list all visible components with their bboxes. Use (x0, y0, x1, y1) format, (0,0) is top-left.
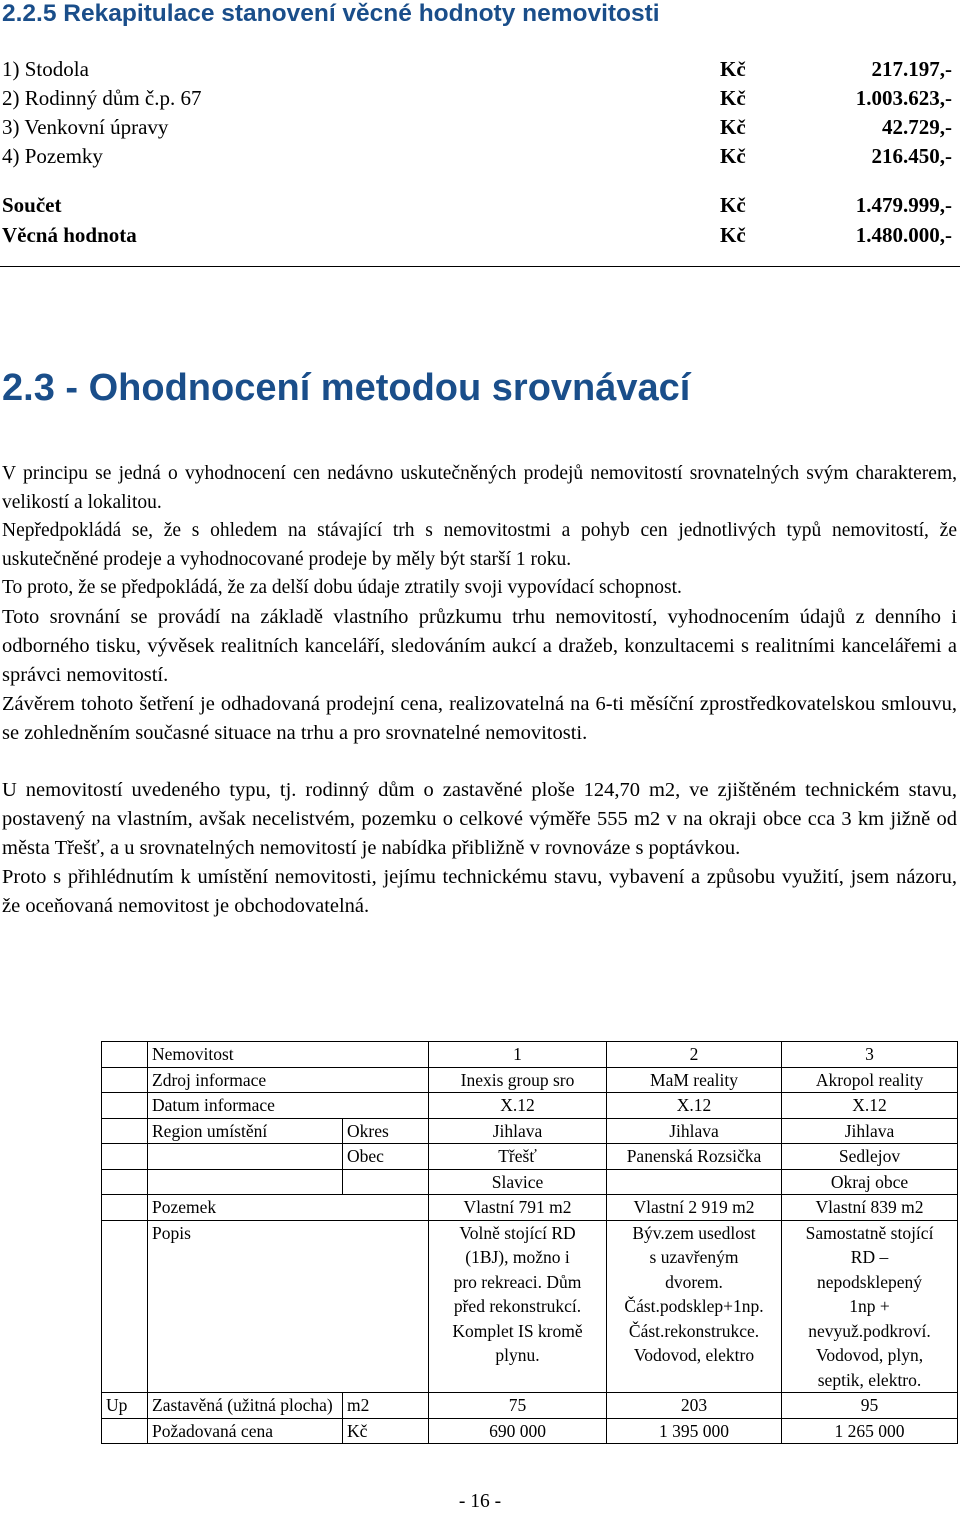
table-row (102, 1093, 958, 1119)
recap-label: 1) Stodola (2, 57, 89, 81)
text-line: plynu. (495, 1345, 540, 1365)
table-row (102, 1418, 958, 1444)
recap-value: 217.197,- (871, 57, 952, 81)
table-cell: X.12 (607, 1093, 782, 1119)
text-line: s uzavřeným (649, 1247, 739, 1267)
recap-row-total (2, 193, 952, 221)
table-cell: 2 (607, 1042, 782, 1068)
text-line: Volně stojící RD (459, 1222, 576, 1243)
paragraph: To proto, že se předpokládá, že za delší dobu údaje ztratily svoji vypovídací schopnost. (2, 577, 682, 598)
table-cell: Zdroj informace (148, 1067, 429, 1093)
section-title: 2.2.5 Rekapitulace stanovení věcné hodnoty nemovitosti (2, 0, 660, 27)
text-line: pro rekreaci. Dům (453, 1271, 582, 1292)
recap-row-land (2, 144, 952, 172)
table-cell: 1 265 000 (782, 1418, 958, 1444)
table-cell-description (429, 1220, 607, 1393)
recap-total-value: 1.479.999,- (855, 193, 952, 217)
recap-material-value: 1.480.000,- (855, 223, 952, 247)
table-cell: Okraj obce (782, 1169, 958, 1195)
table-cell: Okres (343, 1118, 429, 1144)
recap-value: 216.450,- (871, 144, 952, 168)
table-cell: Nemovitost (148, 1042, 429, 1068)
table-cell: Třešť (429, 1144, 607, 1170)
paragraph: Nepředpokládá se, že s ohledem na stávající trh s nemovitostmi a pohyb cen jednotlivých typů nemovitostí, že uskutečněné prodeje a vyhodnocované prodeje by měly být starší 1 roku. (2, 520, 957, 570)
comparison-table (101, 1041, 958, 1444)
text-line: Komplet IS kromě (452, 1320, 583, 1341)
table-cell: 203 (607, 1393, 782, 1419)
recap-row-outdoor (2, 115, 952, 143)
table-cell: Region umístění (148, 1118, 343, 1144)
table-cell: Sedlejov (782, 1144, 958, 1170)
recap-currency: Kč (720, 223, 746, 247)
page-number: - 16 - (458, 1491, 502, 1512)
table-cell: Popis (148, 1220, 429, 1393)
body-text (2, 460, 957, 921)
text-line: 1np + (849, 1296, 890, 1316)
paragraph: Toto srovnání se provádí na základě vlastního průzkumu trhu nemovitostí, vyhodnocením údajů z denního i odborného tisku, vývěsek realitních kanceláří, sledováním aukcí a dražeb, konzultacemi s realitními kancelářemi a správci nemovitostí. (2, 605, 957, 686)
paragraph: V principu se jedná o vyhodnocení cen nedávno uskutečněných prodejů nemovitostí srovnatelných svým charakterem, velikostí a lokalitou. (2, 463, 957, 513)
text-line: Samostatně stojící (805, 1222, 934, 1243)
table-cell: X.12 (782, 1093, 958, 1119)
text-line: Část.rekonstrukce. (628, 1320, 760, 1341)
table-row (102, 1195, 958, 1221)
recap-label: 4) Pozemky (2, 144, 103, 168)
table-row (102, 1393, 958, 1419)
text-line: (1BJ), možno i (465, 1247, 570, 1267)
table-cell: 1 (429, 1042, 607, 1068)
table-cell: Jihlava (429, 1118, 607, 1144)
recap-currency: Kč (720, 57, 746, 81)
table-row (102, 1220, 958, 1393)
table-cell: Vlastní 2 919 m2 (607, 1195, 782, 1221)
recap-label: 3) Venkovní úpravy (2, 115, 169, 139)
table-cell: Up (102, 1393, 148, 1419)
table-cell: Panenská Rozsička (607, 1144, 782, 1170)
table-row (102, 1169, 958, 1195)
table-cell: 75 (429, 1393, 607, 1419)
table-cell: Požadovaná cena (148, 1418, 343, 1444)
table-cell: Vlastní 791 m2 (429, 1195, 607, 1221)
recap-total-label: Součet (2, 193, 62, 217)
table-row (102, 1118, 958, 1144)
text-line: dvorem. (665, 1271, 723, 1292)
paragraph: Proto s přihlédnutím k umístění nemovitosti, jejímu technickému stavu, vybavení a způsobu využití, jsem názoru, že oceňovaná nemovitost je obchodovatelná. (2, 865, 957, 917)
table-cell: m2 (343, 1393, 429, 1419)
table-cell: Jihlava (782, 1118, 958, 1144)
paragraph: U nemovitostí uvedeného typu, tj. rodinný dům o zastavěné ploše 124,70 m2, ve zjištěném technickém stavu, postavený na vlastním, avšak necelistvém, pozemku o celkové výměře 555 m2 v na okraji obce cca 3 km jižně od města Třešť, a u srovnatelných nemovitostí je nabídka přibližně v rovnováze s poptávkou. (2, 778, 957, 859)
table-cell: Kč (343, 1418, 429, 1444)
table-cell: Jihlava (607, 1118, 782, 1144)
text-line: Část.podsklep+1np. (624, 1296, 764, 1316)
table-cell: MaM reality (607, 1067, 782, 1093)
table-cell: 3 (782, 1042, 958, 1068)
text-line: septik, elektro. (817, 1369, 922, 1390)
table-row (102, 1144, 958, 1170)
table-row (102, 1067, 958, 1093)
text-line: Vodovod, elektro (633, 1345, 755, 1365)
recap-label: 2) Rodinný dům č.p. 67 (2, 86, 202, 110)
table-row (102, 1042, 958, 1068)
table-cell: Obec (343, 1144, 429, 1170)
recap-currency: Kč (720, 115, 746, 139)
table-cell: Inexis group sro (429, 1067, 607, 1093)
recap-currency: Kč (720, 144, 746, 168)
text-line: Vodovod, plyn, (815, 1345, 924, 1365)
text-line: před rekonstrukcí. (453, 1296, 582, 1316)
recap-value-label: Věcná hodnota (2, 223, 137, 247)
text-line: nepodsklepený (817, 1271, 922, 1292)
recap-currency: Kč (720, 86, 746, 110)
table-cell: Akropol reality (782, 1067, 958, 1093)
table-cell: X.12 (429, 1093, 607, 1119)
recap-value: 42.729,- (882, 115, 952, 139)
table-cell-description (607, 1220, 782, 1393)
table-cell: Zastavěná (užitná plocha) (148, 1393, 343, 1419)
text-line: RD – (850, 1247, 889, 1267)
table-cell: 690 000 (429, 1418, 607, 1444)
table-cell: Slavice (429, 1169, 607, 1195)
recap-value: 1.003.623,- (855, 86, 952, 110)
text-line: Býv.zem usedlost (632, 1222, 756, 1243)
comparison-heading: 2.3 - Ohodnocení metodou srovnávací (2, 367, 691, 409)
table-cell: Vlastní 839 m2 (782, 1195, 958, 1221)
table-cell: Datum informace (148, 1093, 429, 1119)
table-cell: Pozemek (148, 1195, 429, 1221)
table-cell: 95 (782, 1393, 958, 1419)
table-cell: 1 395 000 (607, 1418, 782, 1444)
paragraph: Závěrem tohoto šetření je odhadovaná prodejní cena, realizovatelná na 6-ti měsíční zprostředkovatelskou smlouvu, se zohledněním současné situace na trhu a pro srovnatelné nemovitosti. (2, 692, 957, 744)
divider (0, 266, 960, 267)
recap-row-house (2, 86, 952, 114)
text-line: nevyuž.podkroví. (808, 1320, 931, 1341)
recap-currency: Kč (720, 193, 746, 217)
table-cell-description (782, 1220, 958, 1393)
recap-row-barn (2, 57, 952, 85)
recap-row-material-value (2, 223, 952, 251)
